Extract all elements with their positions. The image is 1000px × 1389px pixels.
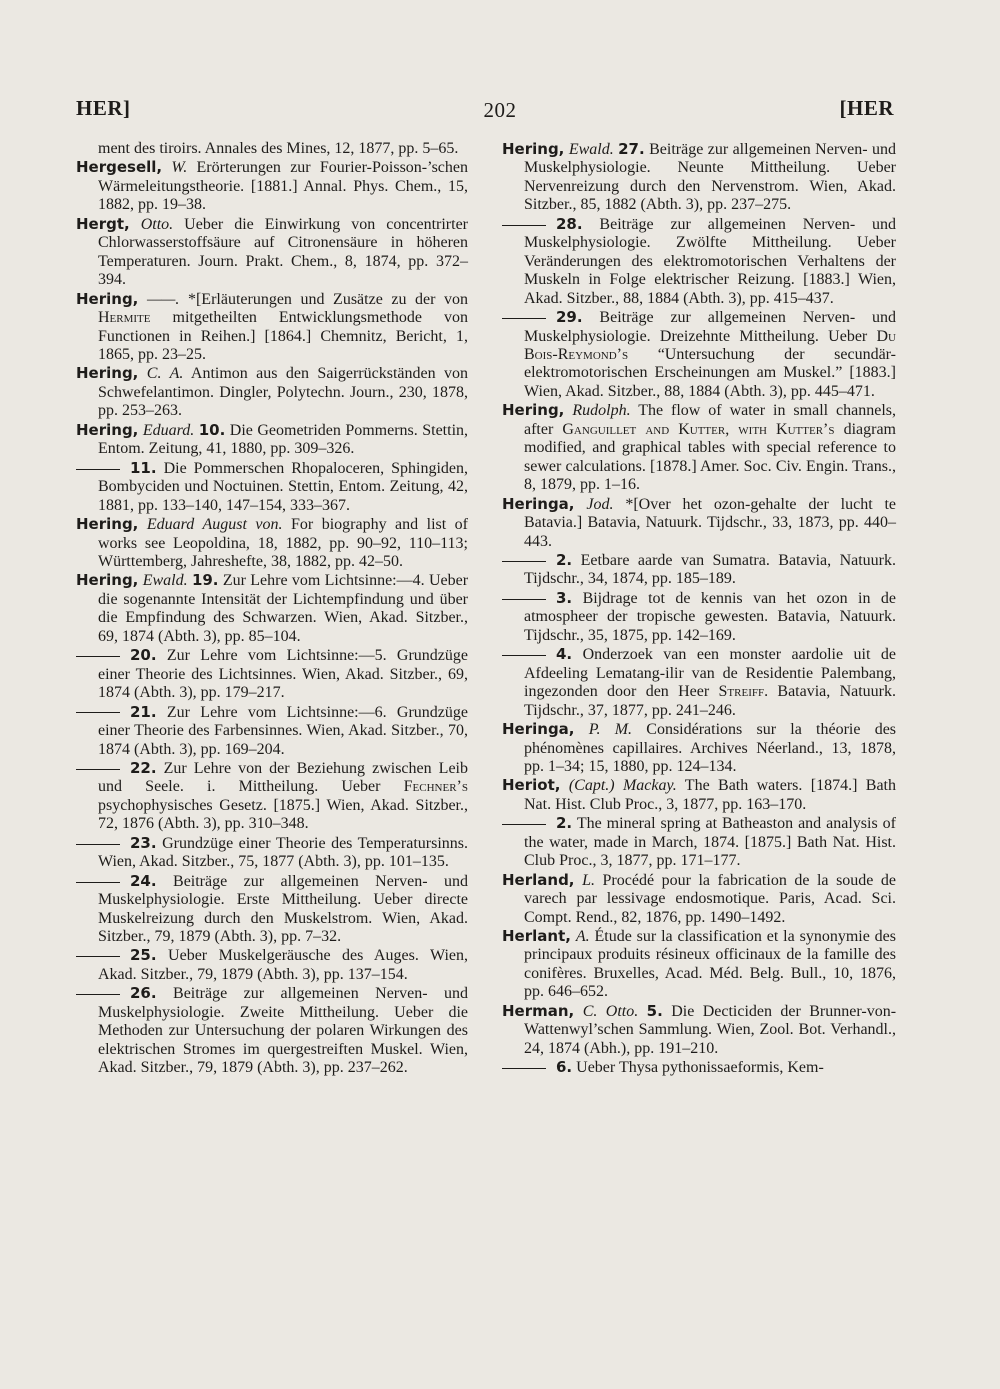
bibliography-entry — [76, 703, 468, 759]
author-given-name: Rudolph. — [572, 402, 631, 420]
ditto-rule — [76, 469, 120, 470]
bibliography-entry — [76, 459, 468, 515]
ditto-rule — [76, 712, 120, 713]
entry-text: Zur Lehre vom Lichtsinne:—5. Grundzüge einer Theorie des Lichtsinnes. Wien, Akad. Sitzber., 69, 1874 (Abth. 3), pp. 179–217. — [98, 647, 469, 702]
entry-text: Antimon aus den Saigerrückständen von Schwefelantimon. Dingler, Polytechn. Journ., 230, 1878, pp. 253–263. — [98, 365, 469, 420]
author-given-name: L. — [582, 871, 595, 889]
bibliography-entry — [502, 308, 896, 401]
author-surname: Hergt, — [76, 214, 130, 233]
entry-number: 28. — [556, 214, 583, 233]
bibliography-entry — [76, 872, 468, 947]
author-given-name: Eduard August von. — [146, 516, 283, 534]
author-surname: Heriot, — [502, 776, 561, 795]
ditto-rule — [502, 1068, 546, 1069]
entry-text: Ueber die Einwirkung von concentrirter Chlorwasserstoffsäure auf Citronensäure in höheren Temperaturen. Journ. Prakt. Chem., 8, 1874, pp. 372–394. — [98, 215, 468, 289]
entry-number: 22. — [130, 758, 157, 777]
entry-text: Batavia, Natuurk. Tijdschr., 37, 1877, pp. 241–246. — [524, 683, 897, 719]
ditto-rule — [502, 824, 546, 825]
entry-number: 6. — [556, 1058, 573, 1077]
author-surname: Hering, — [502, 401, 565, 420]
entry-text: For biography and list of works see Leopoldina, 18, 1882, pp. 90–92, 110–113; Württemberg, Jahreshefte, 38, 1882, pp. 42–50. — [98, 516, 468, 570]
left-column — [76, 140, 468, 1078]
bibliography-entry — [76, 834, 468, 872]
entry-number: 5. — [646, 1001, 663, 1020]
entry-number: 11. — [130, 458, 157, 477]
bibliography-entry — [502, 776, 896, 814]
entry-number: 2. — [556, 814, 573, 833]
ditto-rule — [502, 561, 546, 562]
author-surname: Herland, — [502, 870, 575, 889]
author-given-name: ——. — [146, 290, 180, 308]
page-number: 202 — [483, 98, 517, 122]
entry-number: 29. — [556, 308, 583, 327]
entry-number: 25. — [130, 946, 157, 965]
author-given-name: Jod. — [586, 495, 614, 513]
author-given-name: Otto. — [140, 215, 174, 233]
entry-text: psychophysisches Gesetz. [1875.] Wien, Akad. Sitzber., 72, 1876 (Abth. 3), pp. 310–348. — [98, 796, 468, 833]
bibliography-entry — [502, 1058, 896, 1077]
bibliography-entry — [76, 158, 468, 214]
entry-number: 24. — [130, 871, 157, 890]
entry-number: 10. — [198, 420, 226, 439]
entry-text: diagram modified, and graphical tables with special reference to sewer calculations. [1878.] Amer. Soc. Civ. Engin. Trans., 8, 1879, pp. 1–16. — [524, 420, 896, 494]
bibliography-entry — [502, 871, 896, 927]
bibliography-entry — [502, 401, 896, 494]
entry-text: Grundzüge einer Theorie des Temperatursinns. Wien, Akad. Sitzber., 75, 1877 (Abth. 3), pp. 101–135. — [98, 834, 469, 871]
author-surname: Hering, — [76, 420, 139, 439]
entry-text: *[Over het ozon-gehalte der lucht te Batavia.] Batavia, Natuurk. Tijdschr., 33, 1873, pp. 440–443. — [524, 495, 897, 550]
author-given-name: Ewald. — [568, 141, 614, 158]
entry-number: 26. — [130, 984, 157, 1003]
cited-name: Streiff. — [718, 683, 769, 701]
author-given-name: W. — [171, 159, 188, 177]
author-given-name: (Capt.) Mackay. — [568, 777, 677, 795]
entry-text: Die Pommerschen Rhopaloceren, Sphingiden, Bombyciden und Noctuinen. Stettin, Entom. Zeitung, 42, 1881, pp. 133–140, 147–154, 333–367. — [98, 459, 468, 514]
ditto-rule — [76, 956, 120, 957]
ditto-rule — [76, 769, 120, 770]
author-surname: Herman, — [502, 1001, 575, 1020]
author-given-name: Eduard. — [142, 421, 195, 439]
author-surname: Hering, — [502, 140, 565, 158]
entry-text: The mineral spring at Batheaston and analysis of the water, made in March, 1874. [1875.] Bath Nat. Hist. Club Proc., 3, 1877, pp. 171–177. — [524, 815, 896, 870]
entry-number: 20. — [130, 646, 157, 665]
ditto-rule — [76, 844, 120, 845]
right-column — [502, 140, 896, 1078]
author-surname: Herlant, — [502, 927, 571, 946]
entry-text: Erörterungen zur Fourier-Poisson-’schen Wärmeleitungstheorie. [1881.] Annal. Phys. Chem., 15, 1882, pp. 19–38. — [98, 159, 468, 214]
ditto-rule — [502, 599, 546, 600]
author-surname: Heringa, — [502, 494, 575, 513]
bibliography-entry — [76, 215, 468, 290]
bibliography-entry — [502, 495, 896, 551]
cited-name: Ganguillet and Kutter, with Kutter’s — [562, 420, 835, 438]
bibliography-entry — [502, 589, 896, 645]
cited-name: Hermite — [98, 309, 151, 327]
entry-text-lead: The flow of water in small channels, after — [524, 402, 897, 438]
cited-name: Du Bois-Reymond’s — [524, 327, 896, 363]
entry-text: Beiträge zur allgemeinen Nerven- und Muskelphysiologie. Zwölfte Mittheilung. Ueber Veränderungen des elektromotorischen Verhaltens der Muskeln in Folge elektrischer Reizung. [1883.] Wien, Akad. Sitzber., 88, 1884 (Abth. 3), pp. 415–437. — [524, 215, 896, 307]
entry-text-lead: *[Erläuterungen und Zusätze zu der von — [187, 290, 469, 308]
entry-text: Considérations sur la théorie des phénomènes capillaires. Archives Néerland., 13, 1878, pp. 1–34; 15, 1880, pp. 124–134. — [524, 721, 897, 775]
entry-text: Zur Lehre vom Lichtsinne:—6. Grundzüge einer Theorie des Farbensinnes. Wien, Akad. Sitzber., 70, 1874 (Abth. 3), pp. 169–204. — [98, 703, 469, 758]
entry-text: The Bath waters. [1874.] Bath Nat. Hist. Club Proc., 3, 1877, pp. 163–170. — [524, 777, 896, 813]
entry-text: Beiträge zur allgemeinen Nerven- und Muskelphysiologie. Zweite Mittheilung. Ueber die Methoden zur Untersuchung der polaren Wirkungen des elektrischen Stromes im quergestreiften Muskel. Wien, Akad. Sitzber., 79, 1879 (Abth. 3), pp. 237–262. — [98, 985, 468, 1077]
entry-text: “Untersuchung der secundär-elektromotorischen Erscheinungen am Muskel.” [1883.] Wien, Akad. Sitzber., 88, 1884 (Abth. 3), pp. 445–471. — [524, 345, 896, 400]
entry-text: Étude sur la classification et la synonymie des principaux produits résineux officinaux de la famille des conifères. Bruxelles, Acad. Méd. Belg. Bull., 10, 1876, pp. 646–652. — [524, 928, 897, 1001]
bibliography-entry — [76, 364, 468, 420]
entry-text: Die Geometriden Pommerns. Stettin, Entom. Zeitung, 41, 1880, pp. 309–326. — [98, 421, 469, 458]
author-surname: Hering, — [76, 515, 139, 534]
entry-text-lead: Beiträge zur allgemeinen Nerven- und Muskelphysiologie. Dreizehnte Mittheilung. Ueber — [524, 309, 896, 345]
entry-text-lead: Onderzoek van een monster aardolie uit de Afdeeling Lematang-ilir van de Residentie Palembang, ingezonden door den Heer — [524, 646, 897, 701]
author-given-name: C. A. — [146, 365, 184, 383]
ditto-rule — [502, 655, 546, 656]
entry-text: Eetbare aarde van Sumatra. Batavia, Natuurk. Tijdschr., 34, 1874, pp. 185–189. — [524, 551, 897, 588]
entry-text: mitgetheilten Entwicklungsmethode von Functionen in Reihen.] [1864.] Chemnitz, Bericht, 1, 1865, pp. 23–25. — [98, 309, 468, 363]
bibliography-entry — [502, 927, 896, 1002]
ditto-rule — [502, 318, 546, 319]
bibliography-entry — [502, 551, 896, 589]
bibliography-entry — [502, 645, 896, 720]
entry-number: 2. — [556, 550, 573, 569]
author-surname: Hering, — [76, 289, 139, 308]
author-surname: Hergesell, — [76, 158, 163, 177]
author-given-name: C. Otto. — [582, 1002, 639, 1020]
entry-number: 27. — [618, 140, 645, 158]
entry-number: 4. — [556, 645, 573, 664]
entry-text: Bijdrage tot de kennis van het ozon in de atmospheer der tropische gewesten. Batavia, Natuurk. Tijdschr., 35, 1875, pp. 142–169. — [524, 589, 897, 644]
entry-text: ment des tiroirs. Annales des Mines, 12, 1877, pp. 5–65. — [98, 140, 459, 157]
author-given-name: A. — [575, 928, 590, 946]
ditto-rule — [76, 994, 120, 995]
entry-text: Die Decticiden der Brunner-von-Wattenwyl’schen Sammlung. Wien, Zool. Bot. Verhandl., 24, 1874 (Abh.), pp. 191–210. — [524, 1002, 897, 1057]
bibliography-entry — [76, 646, 468, 702]
author-surname: Hering, — [76, 571, 139, 590]
cited-name: Fechner’s — [403, 778, 468, 796]
bibliography-entry — [76, 571, 468, 646]
author-surname: Heringa, — [502, 720, 575, 739]
bibliography-entry — [76, 515, 468, 571]
ditto-rule — [502, 225, 546, 226]
bibliography-entry — [502, 140, 896, 215]
running-head-right: [HER — [839, 96, 894, 120]
entry-text: Beiträge zur allgemeinen Nerven- und Muskelphysiologie. Neunte Mittheilung. Ueber Nervenreizung durch den Nervenstrom. Wien, Akad. Sitzber., 85, 1882 (Abth. 3), pp. 237–275. — [524, 141, 897, 214]
bibliography-entry — [76, 290, 468, 365]
bibliography-entry — [502, 215, 896, 308]
entry-text: Ueber Muskelgeräusche des Auges. Wien, Akad. Sitzber., 79, 1879 (Abth. 3), pp. 137–154. — [98, 947, 469, 983]
entry-number: 23. — [130, 833, 157, 852]
bibliography-entry — [76, 759, 468, 834]
entry-number: 3. — [556, 588, 573, 607]
ditto-rule — [76, 882, 120, 883]
ditto-rule — [76, 656, 120, 657]
bibliography-entry — [502, 1002, 896, 1058]
entry-text: Beiträge zur allgemeinen Nerven- und Muskelphysiologie. Erste Mittheilung. Ueber directe Muskelreizung durch den Muskelstrom. Wien, Akad. Sitzber., 79, 1879 (Abth. 3), pp. 7–32. — [98, 872, 468, 946]
bibliography-entry — [502, 720, 896, 776]
running-head-left: HER] — [76, 96, 131, 120]
author-given-name: Ewald. — [142, 572, 188, 590]
author-given-name: P. M. — [588, 721, 633, 739]
bibliography-entry — [76, 946, 468, 984]
entry-number: 19. — [191, 571, 219, 590]
entry-text-lead: Zur Lehre von der Beziehung zwischen Leib und Seele. i. Mittheilung. Ueber — [98, 759, 469, 796]
bibliography-entry — [76, 984, 468, 1077]
bibliography-entry — [76, 421, 468, 459]
author-surname: Hering, — [76, 364, 139, 383]
entry-text: Procédé pour la fabrication de la soude de varech par lessivage endosmotique. Paris, Acad. Sci. Compt. Rend., 82, 1876, pp. 1490–1492. — [524, 871, 897, 926]
bibliography-entry — [502, 814, 896, 870]
entry-number: 21. — [130, 702, 157, 721]
entry-continuation — [76, 140, 468, 158]
entry-text: Zur Lehre vom Lichtsinne:—4. Ueber die sogenannte Intensität der Lichtempfindung und über die Empfindung des Schwarzen. Wien, Akad. Sitzber., 69, 1874 (Abth. 3), pp. 85–104. — [98, 572, 469, 645]
entry-text: Ueber Thysa pythonissaeformis, Kem- — [576, 1059, 824, 1077]
